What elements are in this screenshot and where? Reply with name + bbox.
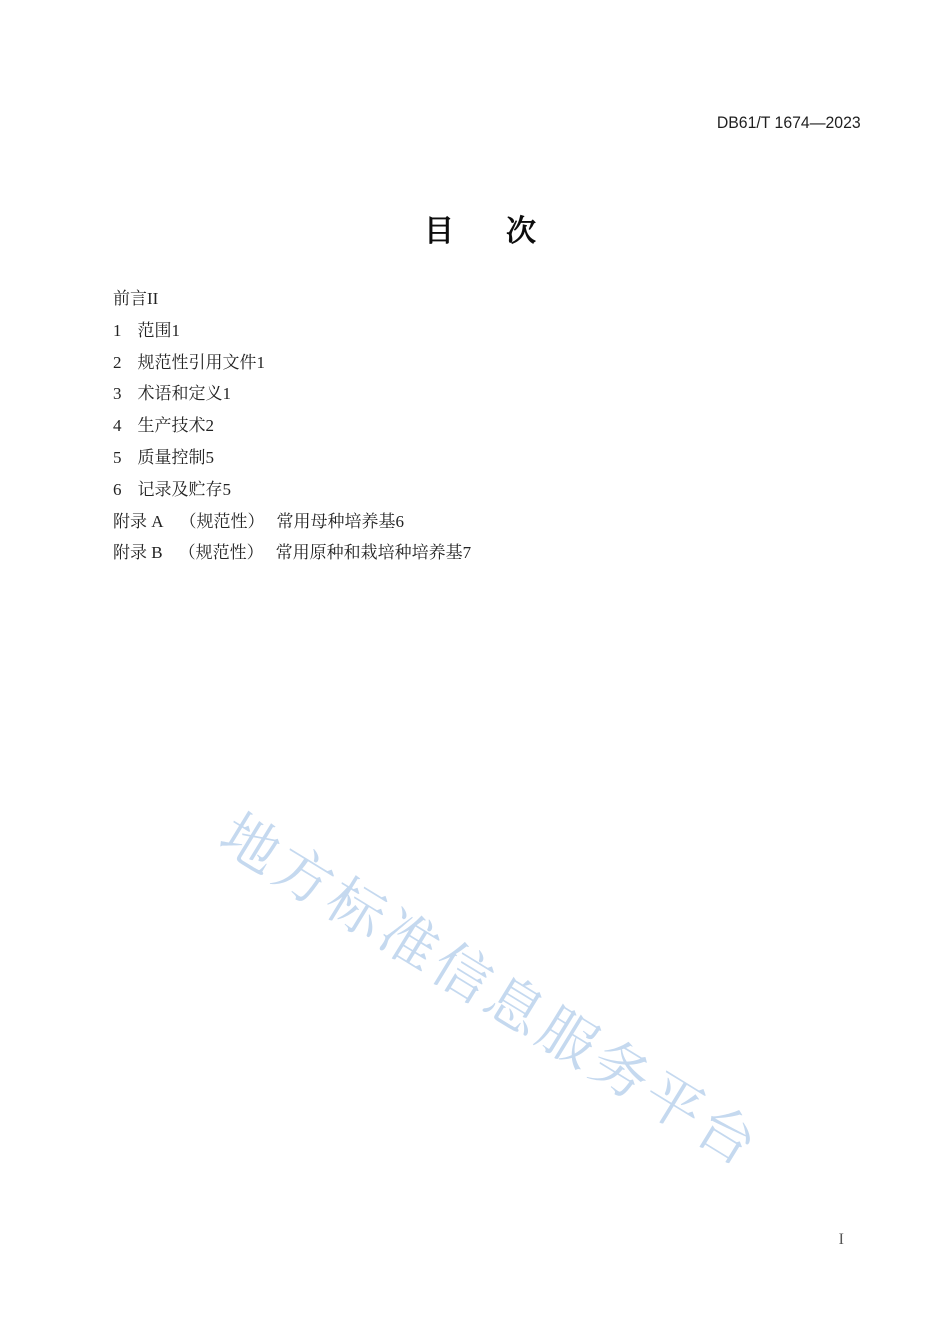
page-title-left-char: 目 <box>424 215 454 248</box>
toc-entry-title: 质量控制 <box>137 447 206 467</box>
toc-entry-title: 记录及贮存 <box>137 479 223 499</box>
toc-entry-page: 1 <box>222 384 231 404</box>
page-title-right-char: 次 <box>506 215 536 248</box>
toc-entry <box>113 284 850 316</box>
standard-code: DB61/T 1674—2023 <box>717 113 861 132</box>
toc-entry <box>113 538 850 570</box>
toc-entry-page: 2 <box>205 416 214 436</box>
toc-entry <box>113 348 850 380</box>
toc-entry-page: 7 <box>462 543 472 563</box>
toc-entry-number: 5 <box>113 447 122 467</box>
toc-entry-number: 附录 A <box>113 511 164 531</box>
page-title <box>0 206 950 250</box>
toc-entry <box>113 475 850 507</box>
toc-entry-title: 范围 <box>137 320 172 340</box>
footer-page-number: I <box>838 1231 844 1248</box>
toc-entry <box>113 316 850 348</box>
toc-entry-title: 术语和定义 <box>137 384 223 404</box>
toc-entry-number: 1 <box>113 320 122 340</box>
toc-entry-page: 5 <box>222 479 231 499</box>
toc-entry-page: 5 <box>205 447 214 467</box>
toc-entry-number: 4 <box>113 416 122 436</box>
toc-entry-page: 1 <box>256 352 265 372</box>
toc-entry-title: 前言 <box>113 289 147 308</box>
watermark-text: 地方标准信息服务平台 <box>209 802 771 1181</box>
toc-entry-number: 6 <box>113 479 122 499</box>
toc-entry-qualifier: （规范性） <box>178 543 264 563</box>
toc-entry-page: 6 <box>395 511 405 531</box>
table-of-contents <box>113 284 850 570</box>
toc-entry <box>113 507 850 539</box>
toc-entry <box>113 379 850 411</box>
toc-entry <box>113 411 850 443</box>
toc-entry-title: 规范性引用文件 <box>137 352 257 372</box>
toc-entry-page: 1 <box>171 320 180 340</box>
toc-entry-page: II <box>147 289 159 308</box>
toc-entry-number: 3 <box>113 384 122 404</box>
toc-entry-number: 附录 B <box>113 543 163 563</box>
toc-entry-qualifier: （规范性） <box>179 511 265 531</box>
toc-entry <box>113 443 850 475</box>
toc-entry-title: 常用原种和栽培种培养基 <box>275 543 463 563</box>
toc-entry-number: 2 <box>113 352 122 372</box>
toc-entry-title: 生产技术 <box>137 416 206 436</box>
toc-entry-title: 常用母种培养基 <box>276 511 396 531</box>
